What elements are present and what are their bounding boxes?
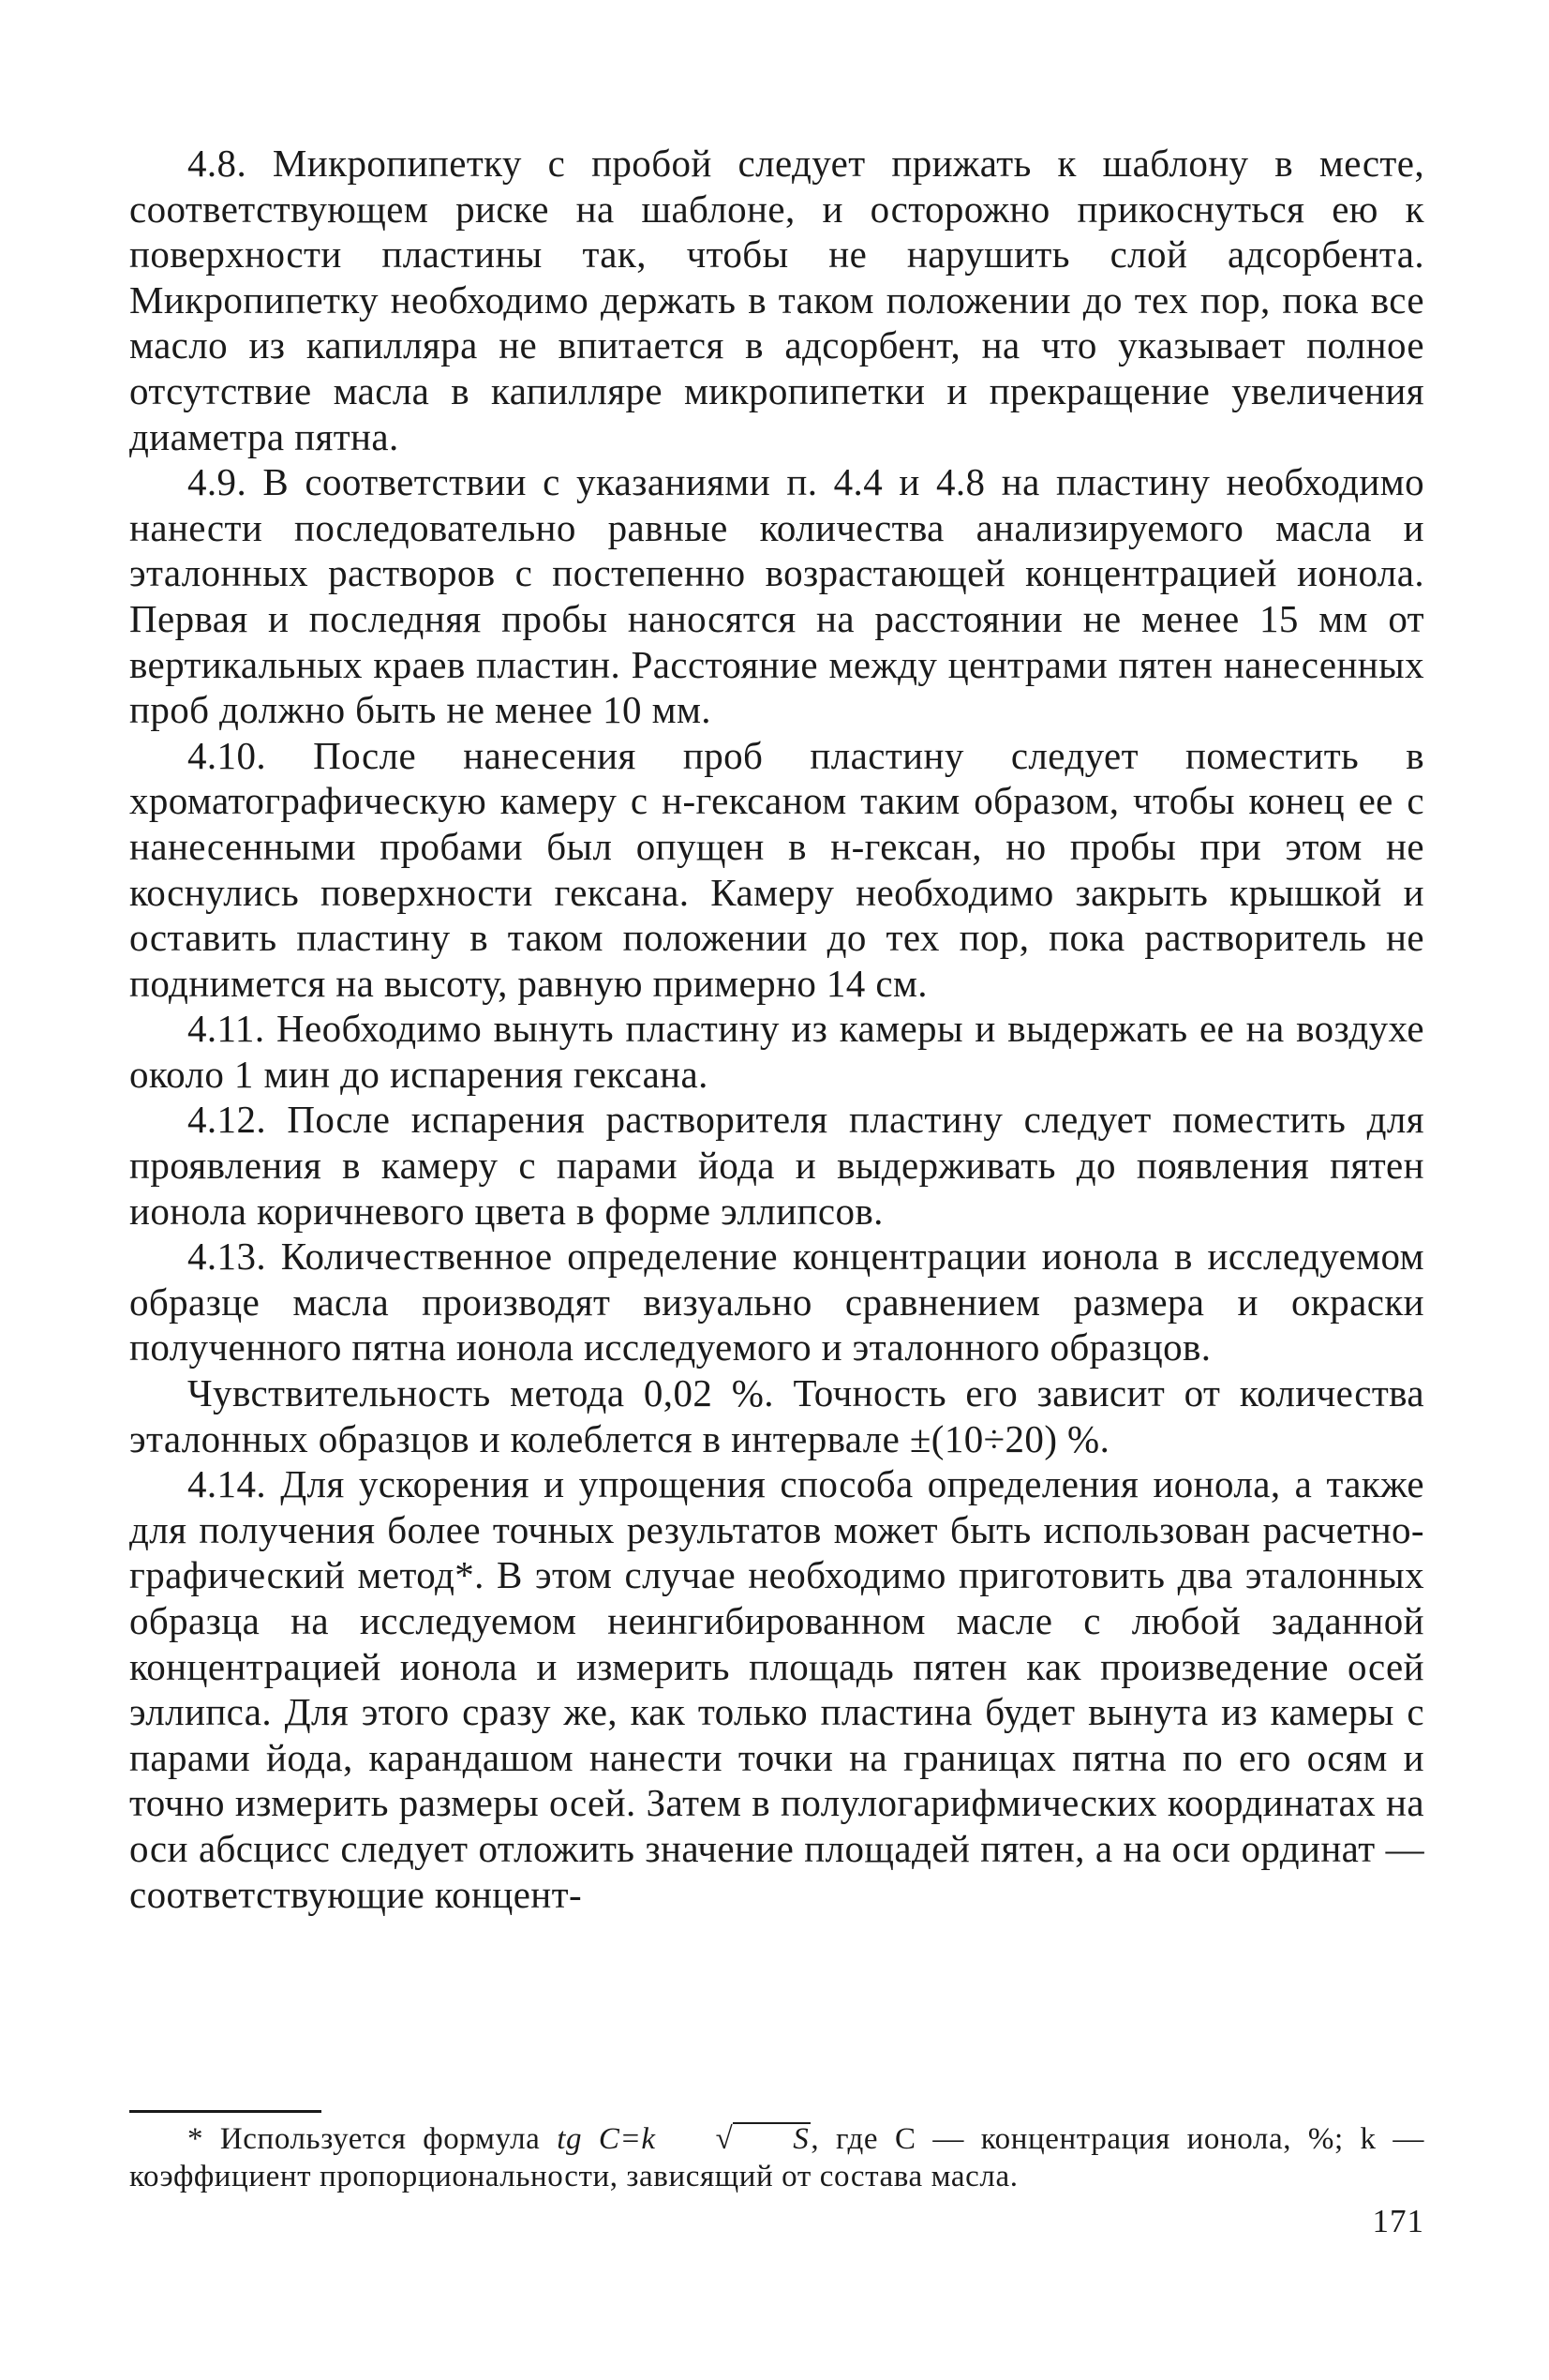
footnote-divider [129, 2110, 321, 2113]
paragraph-4-13: 4.13. Количественное определение концентрации ионола в исследуемом образце масла производят визуально сравнением размера и окраски полученного пятна ионола исследуемого и эталонного образцов. [129, 1235, 1424, 1370]
sqrt-sign [656, 2120, 812, 2158]
paragraph-4-11: 4.11. Необходимо вынуть пластину из камеры и выдержать ее на воздухе около 1 мин до испарения гексана. [129, 1007, 1424, 1096]
sqrt-symbol: √ [715, 2122, 734, 2156]
page-number: 171 [1372, 2203, 1424, 2239]
page-body [129, 141, 1424, 1917]
paragraph-4-14: 4.14. Для ускорения и упрощения способа определения ионола, а также для получения более точных результатов может быть использован расчетно-графический метод*. В этом случае необходимо приготовить два эталонных образца на исследуемом неингибированном масле с любой заданной концентрацией ионола и измерить площадь пятен как произведение осей эллипса. Для этого сразу же, как только пластина будет вынута из камеры с парами йода, карандашом нанести точки на границах пятна по его осям и точно измерить размеры осей. Затем в полулогарифмических координатах на оси абсцисс следует отложить значение площадей пятен, а на оси ординат — соответствующие концент- [129, 1462, 1424, 1916]
footnote-suffix: , где C — концентрация ионола, %; k — коэффициент пропорциональности, зависящий от состава масла. [129, 2122, 1424, 2193]
formula-left: tg C=k [557, 2122, 656, 2156]
footnote [129, 2120, 1424, 2195]
paragraph-4-12: 4.12. После испарения растворителя пластину следует поместить для проявления в камеру с парами йода и выдерживать до появления пятен ионола коричневого цвета в форме эллипсов. [129, 1098, 1424, 1233]
footnote-prefix: * Используется формула [187, 2122, 558, 2156]
paragraph-4-8: 4.8. Микропипетку с пробой следует прижать к шаблону в месте, соответствующем риске на шаблоне, и осторожно прикоснуться ею к поверхности пластины так, чтобы не нарушить слой адсорбента. Микропипетку необходимо держать в таком положении до тех пор, пока все масло из капилляра не впитается в адсорбент, на что указывает полное отсутствие масла в капилляре микропипетки и прекращение увеличения диаметра пятна. [129, 142, 1424, 458]
formula [557, 2122, 811, 2156]
paragraph-4-10: 4.10. После нанесения проб пластину следует поместить в хроматографическую камеру с н-гексаном таким образом, чтобы конец ее с нанесенными пробами был опущен в н-гексан, но пробы при этом не коснулись поверхности гексана. Камеру необходимо закрыть крышкой и оставить пластину в таком положении до тех пор, пока растворитель не поднимется на высоту, равную примерно 14 см. [129, 733, 1424, 1005]
formula-radicand: S [733, 2122, 811, 2155]
paragraph-4-9: 4.9. В соответствии с указаниями п. 4.4 и 4.8 на пластину необходимо нанести последовательно равные количества анализируемого масла и эталонных растворов с постепенно возрастающей концентрацией ионола. Первая и последняя пробы наносятся на расстоянии не менее 15 мм от вертикальных краев пластин. Расстояние между центрами пятен нанесенных проб должно быть не менее 10 мм. [129, 460, 1424, 732]
paragraph-sensitivity: Чувствительность метода 0,02 %. Точность его зависит от количества эталонных образцов и колеблется в интервале ±(10÷20) %. [129, 1371, 1424, 1460]
